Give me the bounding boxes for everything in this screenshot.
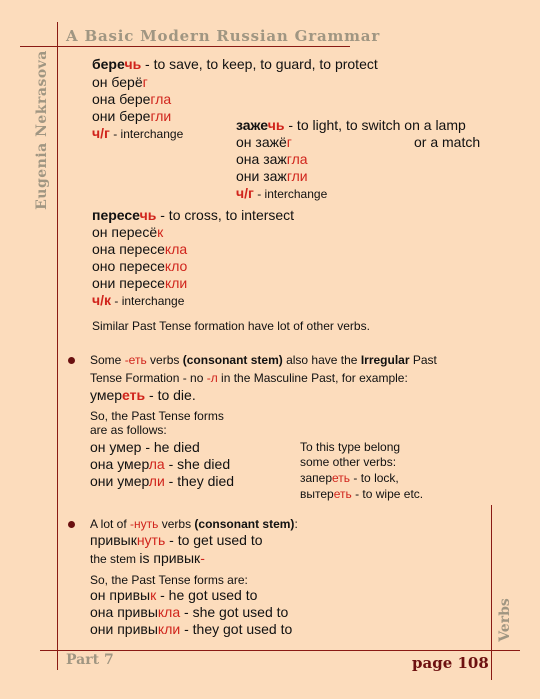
author-vertical [12,40,72,220]
bullet2-forms-intro: So, the Past Tense forms are: [90,573,248,587]
page-number: page 108 [412,654,489,672]
author-name: Eugenia Nekrasova [34,50,50,210]
zazhech-form: они зажгли [236,168,308,184]
bullet1-form: они умерли - they died [90,473,235,489]
bullet1-form: она умерла - she died [90,456,231,472]
peresech-form: он пересёк [92,224,164,240]
bullet-point [68,521,75,528]
zazhech-interchange: ч/г - interchange [236,185,328,201]
peresech-form: оно пересекло [92,258,188,274]
bullet1-other-intro: some other verbs: [300,455,397,469]
bullet1-example: умереть - to die. [90,387,196,403]
book-title: A Basic Modern Russian Grammar [66,27,381,45]
bullet2-form: они привыкли - they got used to [90,621,293,637]
peresech-form: она пересекла [92,241,188,257]
bullet2-stem-note: the stem is привык- [90,550,205,566]
bullet1-forms-intro: So, the Past Tense forms [90,409,224,423]
zazhech-continuation: or a match [414,134,481,150]
bullet2-form: он привык - he got used to [90,587,258,603]
bullet-point [68,357,75,364]
bullet1-forms-intro: are as follows: [90,423,167,437]
peresech-form: они пересекли [92,275,188,291]
bullet1-line2: Tense Formation - no -л in the Masculine Past, for example: [90,371,408,385]
bullet2-line1: A lot of -нуть verbs (consonant stem): [90,517,298,531]
peresech-heading: пересечь - to cross, to intersect [92,207,295,223]
bullet1-other-verb: вытереть - to wipe etc. [300,487,424,501]
bullet1-other-verb: запереть - to lock, [300,471,399,485]
section-vertical [490,590,520,650]
zazhech-form: она зажгла [236,151,308,167]
berech-form: они берегли [92,108,172,124]
berech-form: она берегла [92,91,172,107]
zazhech-form: он зажёг [236,134,292,150]
frame-bottom-line [40,650,520,651]
bullet2-example: привыкнуть - to get used to [90,532,263,548]
berech-heading: беречь - to save, to keep, to guard, to protect [92,56,378,72]
bullet2-form: она привыкла - she got used to [90,604,289,620]
bullet1-form: он умер - he died [90,439,200,455]
bullet1-other-intro: To this type belong [300,440,401,454]
bullet1-line1: Some -еть verbs (consonant stem) also have the Irregular Past [90,353,437,367]
berech-form: он берёг [92,74,148,90]
similar-note: Similar Past Tense formation have lot of other verbs. [92,319,370,333]
peresech-interchange: ч/к - interchange [92,292,185,308]
berech-interchange: ч/г - interchange [92,125,184,141]
zazhech-heading: зажечь - to light, to switch on a lamp [236,117,466,133]
section-name: Verbs [497,598,513,642]
part-label: Part 7 [66,652,114,668]
